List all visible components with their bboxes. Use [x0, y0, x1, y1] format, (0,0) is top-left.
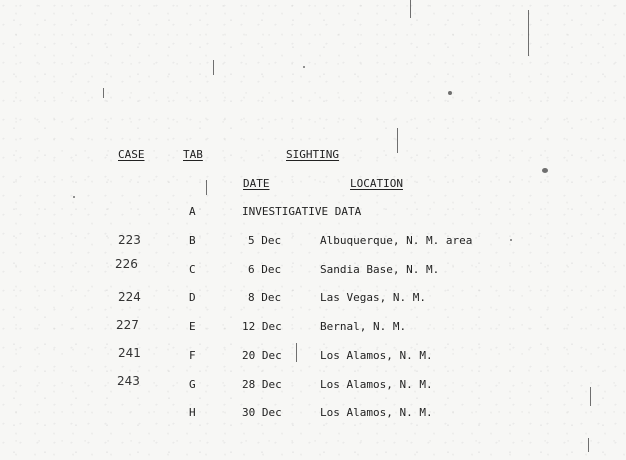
row-date: 5 Dec: [248, 234, 282, 247]
row-tab: G: [189, 378, 196, 391]
row-date: 12 Dec: [242, 320, 282, 333]
row-tab: D: [189, 291, 196, 304]
row-tab: E: [189, 320, 196, 333]
row-date: 28 Dec: [242, 378, 282, 391]
scan-speck: [448, 91, 452, 95]
row-location: Los Alamos, N. M.: [320, 349, 433, 362]
row-case: 223: [118, 233, 141, 247]
case-header: CASE: [118, 148, 145, 161]
row-case: 227: [116, 318, 139, 332]
row-case: 243: [117, 374, 140, 388]
row-case: 226: [115, 257, 138, 271]
tab-header: TAB: [183, 148, 203, 161]
sighting-header: SIGHTING: [286, 148, 339, 161]
row-location: Sandia Base, N. M.: [320, 263, 440, 276]
row-tab: C: [189, 263, 196, 276]
scan-line: [528, 10, 529, 56]
row-tab: F: [189, 349, 196, 362]
scan-line: [410, 0, 411, 18]
row-location: Los Alamos, N. M.: [320, 406, 433, 419]
scan-speck: [303, 66, 305, 68]
scan-line: [588, 438, 589, 452]
date-header: DATE: [243, 177, 270, 190]
scan-speck: [542, 168, 548, 173]
location-header: LOCATION: [350, 177, 403, 190]
row-location: INVESTIGATIVE DATA: [242, 205, 362, 218]
row-date: 6 Dec: [248, 263, 282, 276]
scan-line: [206, 180, 207, 195]
row-location: Las Vegas, N. M.: [320, 291, 426, 304]
scan-line: [213, 60, 214, 75]
row-tab: H: [189, 406, 196, 419]
row-date: 20 Dec: [242, 349, 282, 362]
row-location: Bernal, N. M.: [320, 320, 407, 333]
scan-line: [590, 387, 591, 406]
row-tab: A: [189, 205, 196, 218]
scan-speck: [73, 196, 75, 198]
row-date: 8 Dec: [248, 291, 282, 304]
scan-line: [296, 343, 297, 362]
row-tab: B: [189, 234, 196, 247]
scan-line: [397, 128, 398, 153]
row-case: 224: [118, 290, 141, 304]
scan-line: [103, 88, 104, 98]
row-date: 30 Dec: [242, 406, 282, 419]
row-location: Albuquerque, N. M. area: [320, 234, 473, 247]
row-case: 241: [118, 346, 141, 360]
row-location: Los Alamos, N. M.: [320, 378, 433, 391]
scan-speck: [510, 239, 512, 241]
